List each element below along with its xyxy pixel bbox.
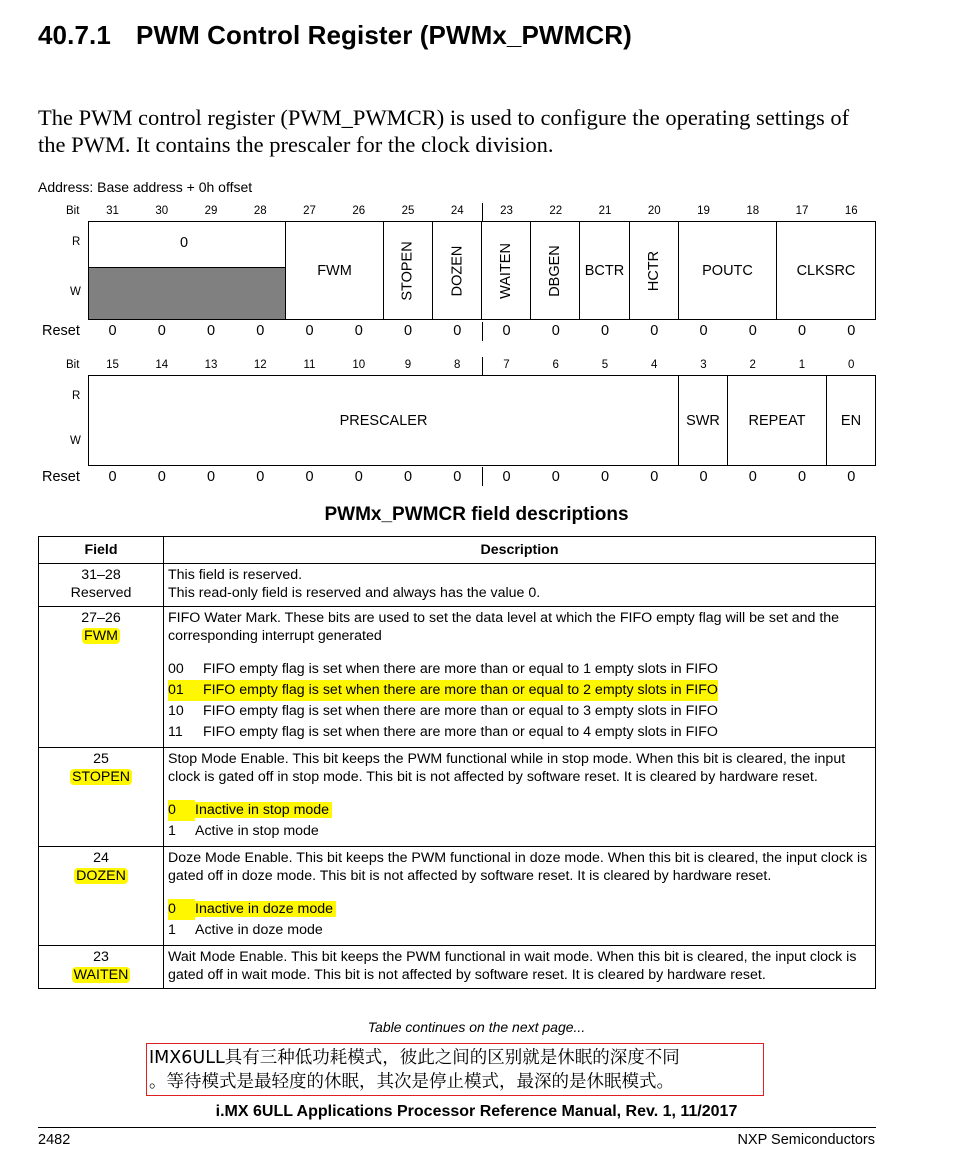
field-repeat [728, 376, 827, 465]
field-swr-label: SWR [686, 412, 720, 429]
value-item [168, 659, 718, 680]
description-text: Wait Mode Enable. This bit keeps the PWM functional in wait mode. When this bit is cleared, the input clock is gated off in wait mode. This bit is not affected by software reset. It is cleared by hardware reset. [168, 949, 857, 983]
table-caption: PWMx_PWMCR field descriptions [324, 504, 629, 525]
description-cell [164, 748, 876, 847]
value-item-highlighted [168, 680, 718, 701]
reset-value: 0 [354, 469, 363, 485]
reset-value: 0 [305, 323, 314, 339]
description-line: This read-only field is reserved and always has the value 0. [168, 585, 541, 601]
bit-number: 20 [647, 205, 661, 217]
reset-value: 0 [157, 469, 166, 485]
bit-number: 10 [352, 359, 366, 371]
bit-number: 30 [155, 205, 169, 217]
reset-value: 0 [551, 469, 560, 485]
field-waiten-label: WAITEN [498, 242, 515, 299]
reset-value: 0 [600, 469, 610, 485]
bit-number: 28 [253, 205, 267, 217]
reset-value: 0 [847, 323, 856, 339]
field-cell [39, 607, 164, 748]
read-label-upper: R [72, 236, 81, 248]
bit-number: 27 [303, 205, 316, 217]
intro-paragraph: The PWM control register (PWM_PWMCR) is used to configure the operating settings of the PWM. It contains the prescaler for the clock division. [38, 105, 850, 157]
value-item-highlighted [168, 800, 332, 821]
byte-separator [482, 357, 483, 375]
section-number: 40.7.1 [38, 20, 111, 50]
value-code: 00 [168, 661, 184, 677]
bit-number: 3 [700, 359, 707, 371]
bit-number: 13 [204, 359, 218, 371]
field-hctr [630, 222, 679, 319]
field-stopen-label: STOPEN [400, 240, 417, 301]
reset-value: 0 [108, 469, 117, 485]
value-meaning [195, 800, 332, 821]
write-label-lower: W [70, 435, 81, 447]
field-bctr-label: BCTR [584, 262, 625, 279]
description-cell [164, 607, 876, 748]
field-hctr-label: HCTR [646, 250, 662, 291]
field-name-highlighted: FWM [84, 628, 118, 644]
byte-separator [482, 203, 483, 221]
description-text: Doze Mode Enable. This bit keeps the PWM functional in doze mode. When this bit is cleared, the input clock is gated off in doze mode. This bit is not affected by software reset. It is cleared by hardware reset. [168, 850, 868, 884]
bit-number: 12 [253, 359, 267, 371]
byte-separator [482, 322, 483, 341]
field-bctr [580, 222, 630, 319]
field-fwm-label: FWM [317, 262, 352, 279]
reset-value: 0 [600, 323, 610, 339]
reset-value: 0 [502, 323, 511, 339]
field-cell [39, 847, 164, 946]
reset-value: 0 [453, 323, 462, 339]
reset-value: 0 [797, 469, 807, 485]
table-row [39, 946, 876, 989]
value-list [168, 659, 718, 743]
field-repeat-label: REPEAT [748, 412, 806, 429]
bit-label-lower: Bit [66, 359, 80, 371]
value-meaning: Active in stop mode [195, 823, 319, 839]
value-item [168, 821, 332, 842]
value-item [168, 701, 718, 722]
field-name: Reserved [70, 585, 132, 601]
bit-number: 25 [401, 205, 415, 217]
description-line: This field is reserved. [168, 567, 303, 583]
reset-value: 0 [256, 469, 265, 485]
field-dozen [433, 222, 482, 319]
bit-number: 21 [598, 205, 612, 217]
reset-value: 0 [453, 469, 462, 485]
value-code: 1 [168, 922, 176, 938]
reset-value: 0 [108, 323, 117, 339]
field-poutc [679, 222, 777, 319]
bit-number: 22 [549, 205, 563, 217]
bit-label-upper: Bit [66, 205, 80, 217]
bit-number: 4 [651, 359, 658, 371]
value-code: 11 [168, 724, 183, 740]
field-bits: 31–28 [81, 567, 121, 583]
annotation-line: 。等待模式是最轻度的休眠，其次是停止模式，最深的是休眠模式。 [149, 1071, 674, 1092]
reserved-read-value: 0 [179, 235, 189, 251]
field-bits: 24 [93, 850, 109, 866]
field-waiten [482, 222, 531, 319]
value-item [168, 722, 718, 743]
bit-number: 19 [697, 205, 710, 217]
bit-number: 31 [106, 205, 119, 217]
bit-number: 5 [601, 359, 609, 371]
page-number: 2482 [38, 1132, 71, 1148]
address-line: Address: Base address + 0h offset [38, 179, 253, 195]
bit-number: 9 [404, 359, 412, 371]
table-row [39, 607, 876, 748]
bit-number: 26 [352, 205, 366, 217]
reset-value: 0 [748, 323, 757, 339]
field-en [827, 376, 875, 465]
value-meaning-text: Inactive in stop mode [195, 802, 332, 818]
field-name-highlighted: DOZEN [76, 868, 126, 884]
field-fwm [286, 222, 384, 319]
section-title: PWM Control Register (PWMx_PWMCR) [136, 20, 632, 50]
bit-number: 14 [155, 359, 169, 371]
bit-number: 18 [746, 205, 760, 217]
reserved-write-shading [89, 267, 286, 319]
field-dbgen [531, 222, 580, 319]
reset-value: 0 [650, 469, 659, 485]
bit-number: 15 [106, 359, 119, 371]
footer-rule [38, 1127, 876, 1128]
reset-value: 0 [305, 469, 314, 485]
reset-value: 0 [650, 323, 659, 339]
description-text: Stop Mode Enable. This bit keeps the PWM functional while in stop mode. When this bit is cleared, the input clock is gated off in stop mode. This bit is not affected by software reset. It is cleared by hardware reset. [168, 751, 846, 785]
value-code: 01 [168, 682, 184, 698]
value-meaning: FIFO empty flag is set when there are more than or equal to 4 empty slots in FIFO [203, 724, 718, 740]
description-cell [164, 564, 876, 607]
reset-value: 0 [206, 469, 216, 485]
value-meaning-text: Inactive in doze mode [195, 901, 336, 917]
reset-value: 0 [847, 469, 856, 485]
description-cell [164, 946, 876, 989]
field-clksrc-label: CLKSRC [796, 262, 856, 279]
table-row [39, 748, 876, 847]
bit-number: 29 [204, 205, 218, 217]
bit-number: 24 [450, 205, 464, 217]
value-code: 0 [168, 899, 195, 920]
reset-value: 0 [699, 323, 708, 339]
field-cell [39, 748, 164, 847]
field-bits: 23 [93, 949, 109, 965]
field-poutc-label: POUTC [702, 262, 753, 279]
header-description: Description [164, 537, 876, 564]
bit-number: 6 [552, 359, 559, 371]
description-cell [164, 847, 876, 946]
reset-label-lower: Reset [42, 469, 80, 485]
value-meaning: Active in doze mode [195, 922, 323, 938]
reset-value: 0 [157, 323, 166, 339]
reset-value: 0 [502, 469, 511, 485]
field-name-highlighted: WAITEN [73, 967, 129, 983]
reset-value: 0 [403, 323, 413, 339]
bit-number: 23 [500, 205, 513, 217]
bit-number: 8 [454, 359, 461, 371]
value-item-highlighted [168, 899, 336, 920]
field-prescaler-label: PRESCALER [339, 412, 428, 429]
bit-number: 0 [848, 359, 855, 371]
header-field: Field [39, 537, 164, 564]
field-bits: 27–26 [81, 610, 121, 626]
value-code: 10 [168, 703, 184, 719]
reset-value: 0 [206, 323, 216, 339]
field-cell [39, 564, 164, 607]
table-header-row [39, 537, 876, 564]
value-meaning: FIFO empty flag is set when there are more than or equal to 3 empty slots in FIFO [203, 703, 718, 719]
reset-label-upper: Reset [42, 323, 80, 339]
field-swr [679, 376, 728, 465]
field-dbgen-label: DBGEN [547, 244, 564, 297]
bit-number: 16 [844, 205, 858, 217]
value-code: 0 [168, 800, 195, 821]
annotation-line: IMX6ULL具有三种低功耗模式，彼此之间的区别就是休眠的深度不同 [149, 1048, 680, 1068]
table-continues-note: Table continues on the next page... [367, 1019, 586, 1035]
read-label-lower: R [72, 390, 81, 402]
bit-number: 1 [798, 359, 806, 371]
value-list [168, 800, 332, 842]
field-cell [39, 946, 164, 989]
bit-number: 2 [749, 359, 756, 371]
reset-value: 0 [354, 323, 363, 339]
value-meaning: FIFO empty flag is set when there are more than or equal to 2 empty slots in FIFO [203, 682, 718, 698]
field-description-table [38, 536, 876, 989]
value-meaning: FIFO empty flag is set when there are more than or equal to 1 empty slots in FIFO [203, 661, 718, 677]
reset-value: 0 [748, 469, 757, 485]
field-clksrc [777, 222, 875, 319]
reset-value: 0 [797, 323, 807, 339]
reset-value: 0 [551, 323, 560, 339]
table-row [39, 564, 876, 607]
table-row [39, 847, 876, 946]
field-prescaler [89, 376, 679, 465]
value-meaning [195, 899, 336, 920]
field-dozen-label: DOZEN [449, 245, 465, 296]
write-label-upper: W [70, 286, 81, 298]
reset-value: 0 [699, 469, 708, 485]
field-name-highlighted: STOPEN [71, 769, 131, 785]
value-item [168, 920, 336, 941]
description-text: FIFO Water Mark. These bits are used to set the data level at which the FIFO empty flag will be set and the corresponding interrupt generated [168, 610, 840, 644]
value-list [168, 899, 336, 941]
bit-number: 17 [795, 205, 809, 217]
field-bits: 25 [93, 751, 109, 767]
company-name: NXP Semiconductors [737, 1132, 875, 1148]
bit-number: 11 [303, 359, 316, 371]
field-en-label: EN [840, 412, 862, 429]
bit-number: 7 [503, 359, 510, 371]
byte-separator [482, 467, 483, 486]
reset-value: 0 [403, 469, 413, 485]
manual-title: i.MX 6ULL Applications Processor Reference Manual, Rev. 1, 11/2017 [215, 1103, 738, 1120]
annotation-box [146, 1043, 764, 1096]
field-stopen [384, 222, 433, 319]
lower-register-diagram [88, 375, 876, 466]
upper-register-diagram [88, 221, 876, 320]
reset-value: 0 [256, 323, 265, 339]
value-code: 1 [168, 823, 176, 839]
section-heading [38, 20, 632, 51]
